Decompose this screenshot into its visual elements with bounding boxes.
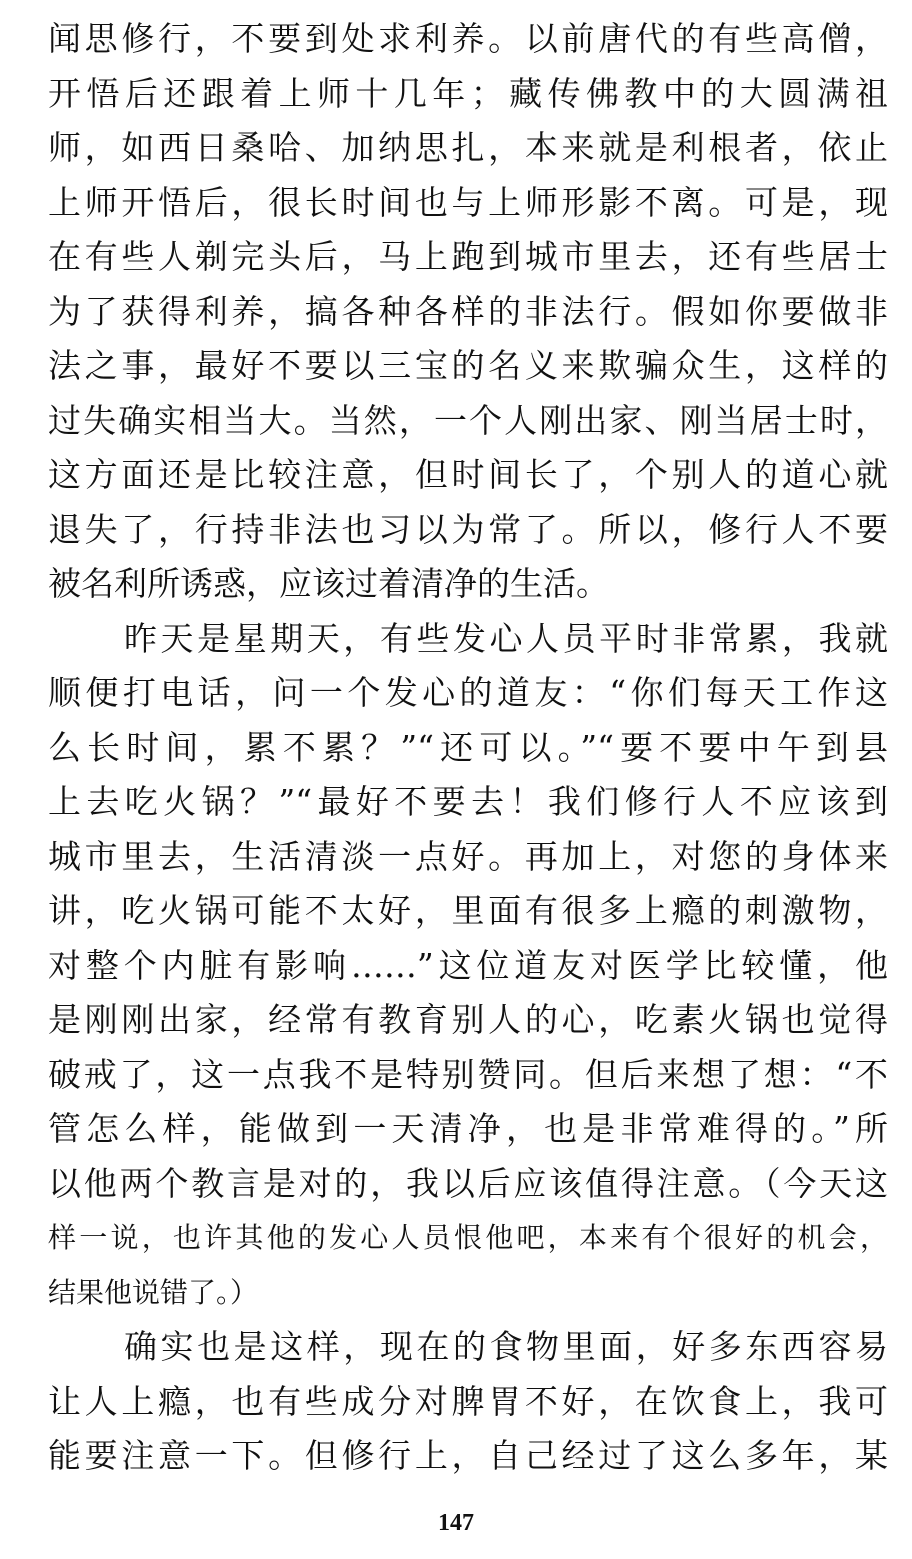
- body-text: [48, 12, 888, 1484]
- text-line: 上师开悟后，很长时间也与上师形影不离。可是，现: [48, 182, 888, 222]
- text-line: 退失了，行持非法也习以为常了。所以，修行人不要: [48, 509, 888, 549]
- text-line: 上去吃火锅？”“最好不要去！我们修行人不应该到: [48, 782, 888, 821]
- note-line: 样一说，也许其他的发心人员恨他吧，本来有个很好的机会，: [48, 1221, 888, 1254]
- text-line: 是刚刚出家，经常有教育别人的心，吃素火锅也觉得: [48, 1000, 888, 1039]
- text-line: 过失确实相当大。当然，一个人刚出家、刚当居士时，: [48, 400, 888, 440]
- note-end-line: 结果他说错了。）: [48, 1275, 259, 1309]
- text-line: 这方面还是比较注意，但时间长了，个别人的道心就: [48, 455, 888, 494]
- text-line: 法之事，最好不要以三宝的名义来欺骗众生，这样的: [48, 346, 888, 385]
- text-line: 开悟后还跟着上师十几年；藏传佛教中的大圆满祖: [48, 73, 888, 113]
- page-number: 147: [438, 1510, 474, 1536]
- text-line: 为了获得利养，搞各种各样的非法行。假如你要做非: [48, 291, 888, 331]
- text-line: 师，如西日桑哈、加纳思扎，本来就是利根者，依止: [48, 128, 888, 167]
- text-line: 能要注意一下。但修行上，自己经过了这么多年，某: [48, 1436, 888, 1475]
- paragraph-start-line: 昨天是星期天，有些发心人员平时非常累，我就: [124, 618, 888, 658]
- text-line: 破戒了，这一点我不是特别赞同。但后来想了想：“不: [48, 1054, 888, 1094]
- paragraph-end-line: 被名利所诱惑，应该过着清净的生活。: [48, 564, 609, 603]
- text-line: 么长时间，累不累？”“还可以。”“要不要中午到县: [48, 727, 888, 767]
- paragraph-start-line: 确实也是这样，现在的食物里面，好多东西容易: [124, 1327, 888, 1366]
- text-line: 讲，吃火锅可能不太好，里面有很多上瘾的刺激物，: [48, 891, 888, 930]
- text-line: 让人上瘾，也有些成分对脾胃不好，在饮食上，我可: [48, 1381, 888, 1421]
- text-line: 在有些人剃完头后，马上跑到城市里去，还有些居士: [48, 237, 888, 276]
- text-line: 管怎么样，能做到一天清净，也是非常难得的。”所: [48, 1109, 888, 1148]
- text-line: 城市里去，生活清淡一点好。再加上，对您的身体来: [48, 836, 888, 876]
- text-line: 对整个内脏有影响……”这位道友对医学比较懂，他: [48, 945, 888, 985]
- text-line: 闻思修行，不要到处求利养。以前唐代的有些高僧，: [48, 19, 888, 58]
- text-line: 以他两个教言是对的，我以后应该值得注意。（今天这: [48, 1163, 888, 1203]
- text-line: 顺便打电话，问一个发心的道友：“你们每天工作这: [48, 673, 888, 712]
